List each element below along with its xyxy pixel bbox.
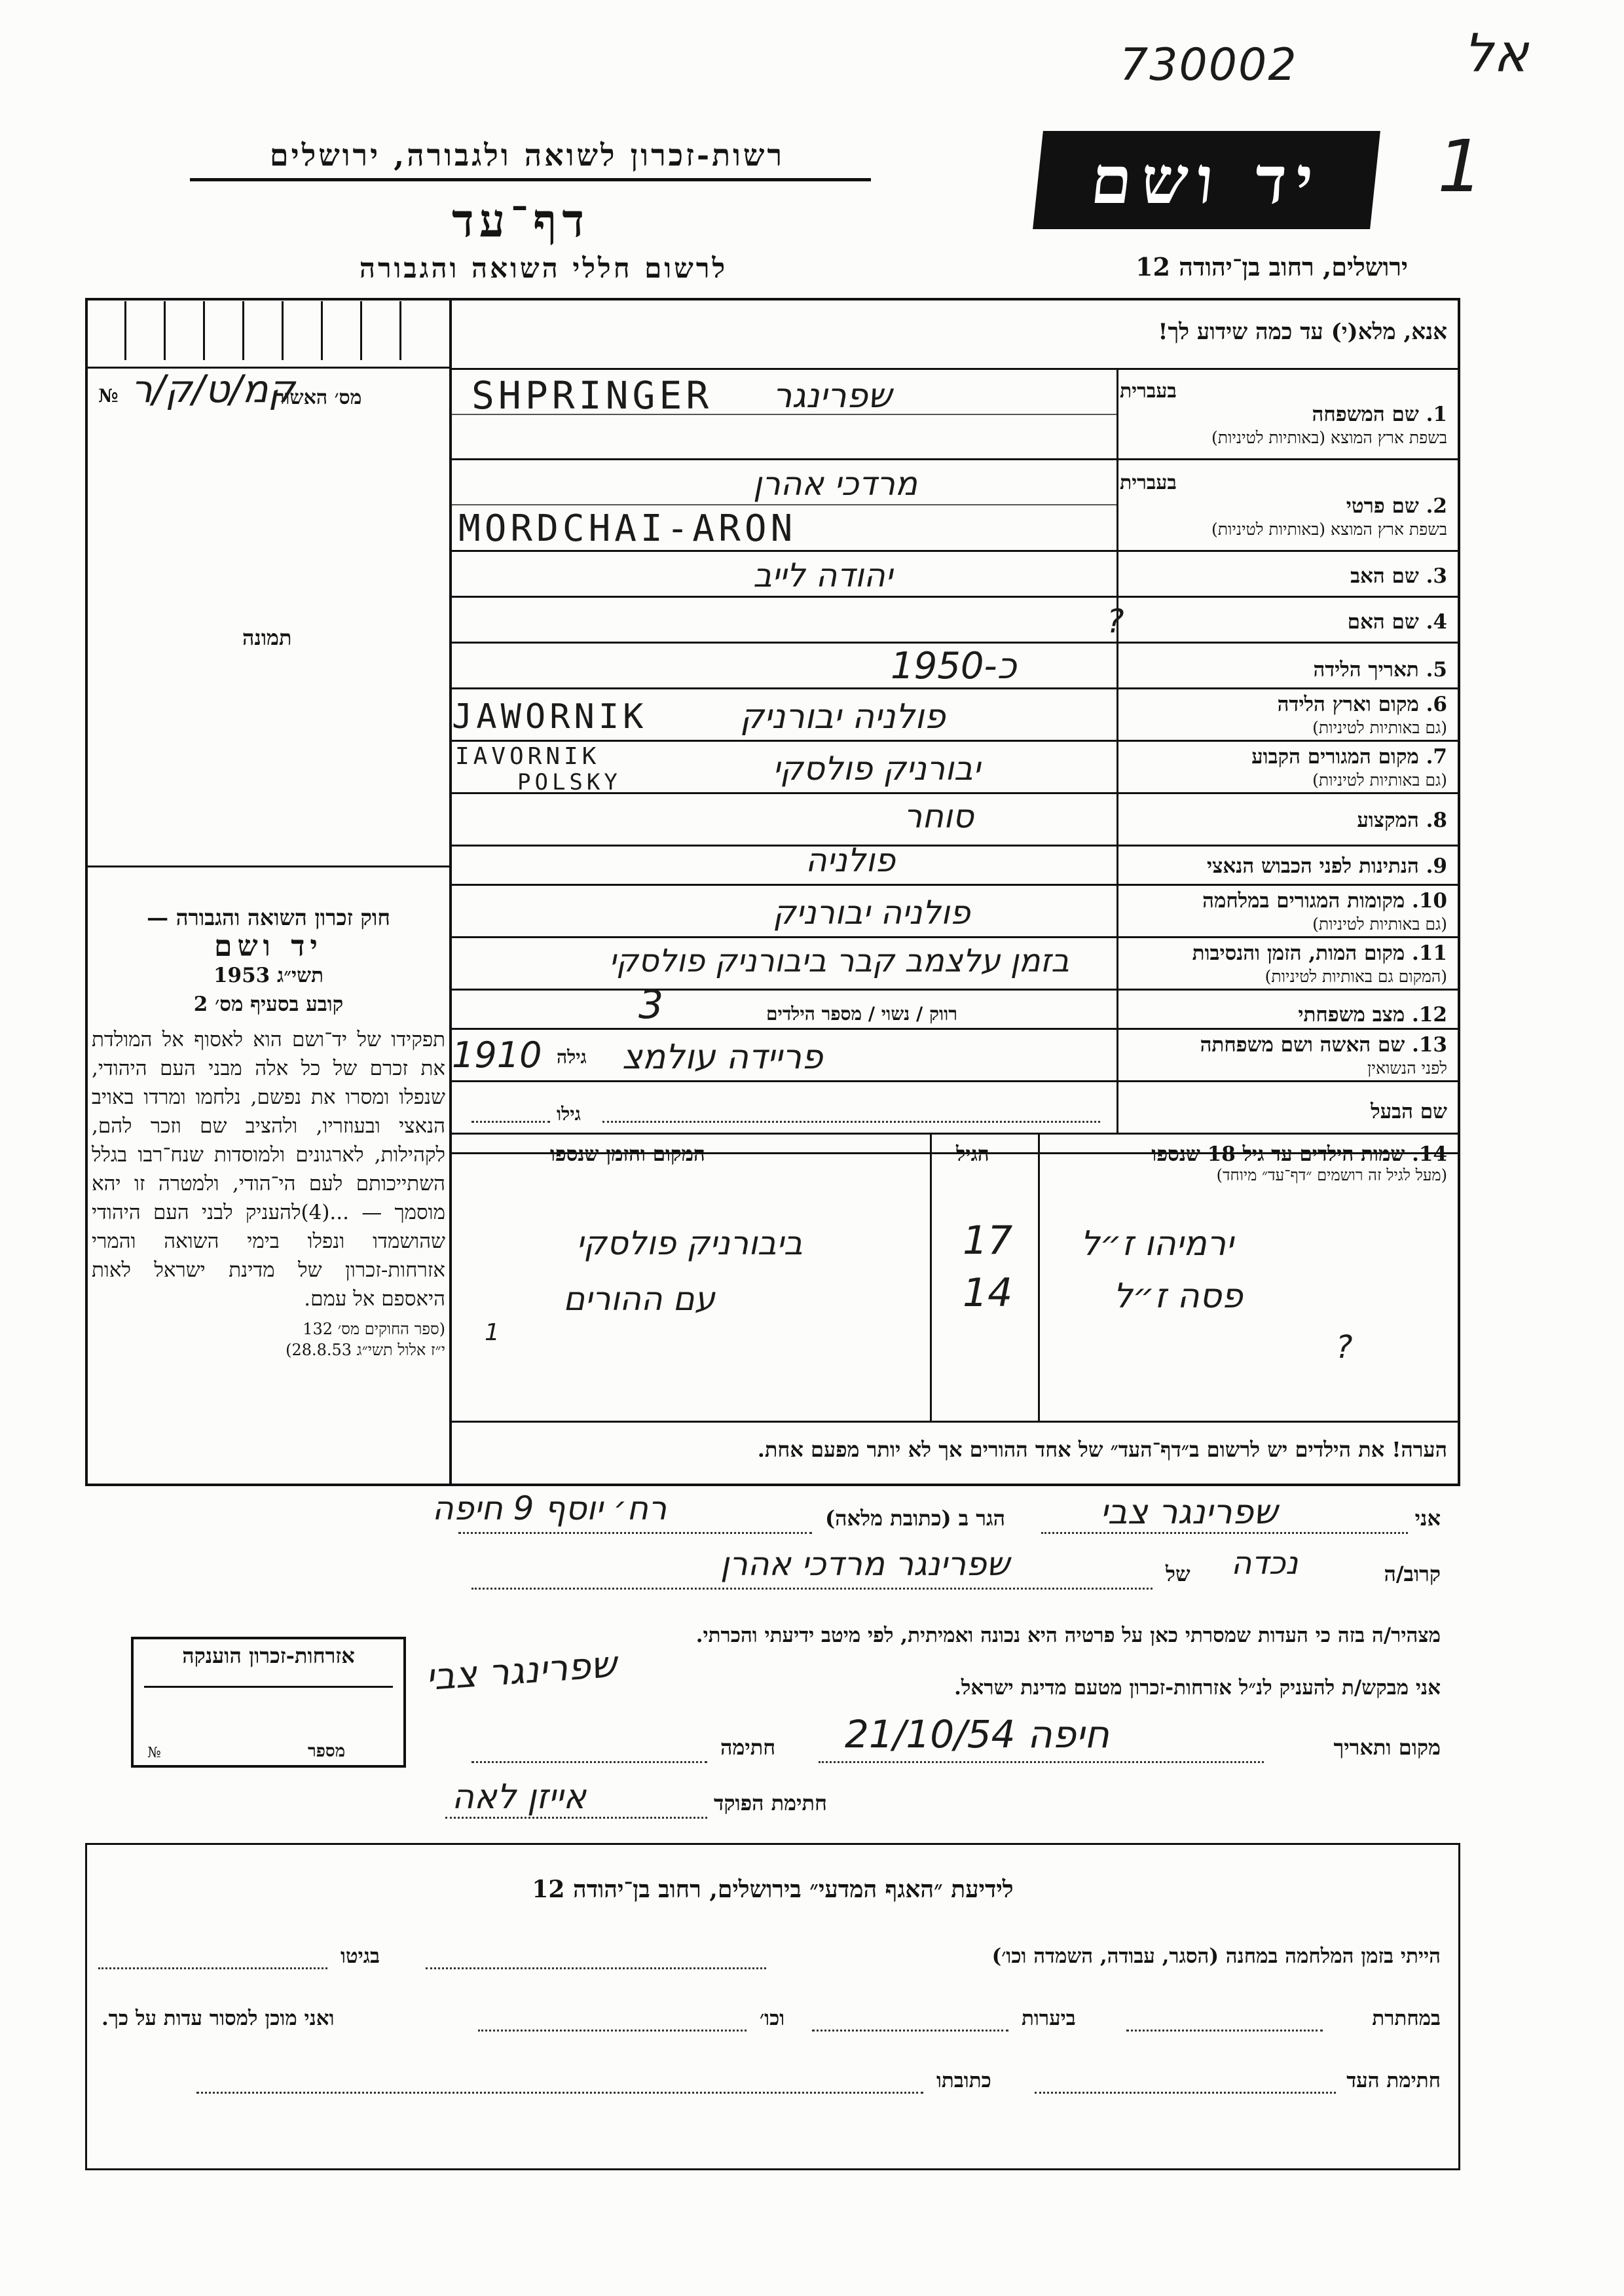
- relation-value: נכדה: [1231, 1545, 1299, 1582]
- slot-divider: [399, 301, 401, 360]
- field-label-text: 2. שם פרטי: [1346, 494, 1447, 518]
- slot-divider: [164, 301, 166, 360]
- law-source-line: י״ז אלול תשי״ג 28.8.53): [286, 1341, 445, 1359]
- slot-divider: [321, 301, 323, 360]
- row-separator: [452, 1133, 1460, 1135]
- child-place: עם ההורים: [563, 1280, 715, 1318]
- law-clause: קובע בסעיף מס׳ 2: [193, 993, 344, 1016]
- field-label-residence: [1251, 745, 1447, 792]
- field-label-birthplace: [1278, 693, 1447, 740]
- info-underground-line: [1126, 2030, 1323, 2032]
- residence-hebrew-value: יבורניק פולסקי: [773, 750, 980, 788]
- field-label-citizenship: 9. הנתינות לפני הכבוש הנאצי: [1207, 854, 1447, 878]
- field-label-sub: (גם באותיות לטיניות): [1312, 718, 1447, 737]
- field-label-sub: (גם באותיות לטיניות): [1312, 771, 1447, 790]
- place-date-line: [819, 1761, 1264, 1763]
- surname-hebrew-value: שפרינגר: [773, 376, 892, 416]
- field-label-birthdate: 5. תאריך הלידה: [1313, 658, 1447, 682]
- row-separator: [452, 845, 1460, 847]
- profession-value: סוחר: [904, 797, 974, 835]
- hebrew-tag: בעברית: [1120, 471, 1177, 494]
- field-label-profession: 8. המקצוע: [1357, 809, 1447, 832]
- field-label-husband: שם הבעל: [1371, 1100, 1447, 1123]
- husband-name-line: [602, 1121, 1100, 1123]
- law-yadvashem: יד ושם: [214, 930, 323, 963]
- law-source-line: (ספר החוקים מס׳ 132: [303, 1320, 445, 1338]
- field-label-father: 3. שם האב: [1350, 564, 1447, 588]
- marital-status-options: רווק / נשוי / מספר הילדים: [766, 1003, 958, 1025]
- info-forests-label: ביערות: [1022, 2007, 1076, 2030]
- info-camp-line: [426, 1967, 766, 1969]
- field-label-text: 6. מקום וארץ הלידה: [1277, 693, 1447, 716]
- children-names-sub: (מעל לגיל זה רושמים ״דף־עד״ מיוחד): [1216, 1166, 1447, 1184]
- row-separator: [452, 989, 1460, 991]
- officer-signature-label: חתימת הפוקד: [714, 1791, 827, 1815]
- approval-number-value: קמ/ט/ק/ר: [131, 367, 295, 411]
- row-separator: [452, 740, 1460, 742]
- info-etc-line: [478, 2030, 747, 2032]
- husband-age-line: [471, 1121, 550, 1123]
- field-label-sub: (גם באותיות לטיניות): [1312, 915, 1447, 934]
- intro-instruction: אנא, מלא(י) עד כמה שידוע לך!: [1158, 319, 1447, 345]
- birthdate-value: כ-1950: [891, 645, 1017, 687]
- info-forests-line: [812, 2030, 1008, 2032]
- info-etc-label: וכו׳: [760, 2007, 785, 2030]
- citizenship-value: פולניה: [805, 841, 896, 879]
- law-year: תשי״ג 1953: [213, 964, 324, 987]
- info-witness-signature-label: חתימת העד: [1346, 2069, 1441, 2092]
- declaration-statement: מצהיר/ה בזה כי העדות שמסרתי כאן על פרטיה היא נכונה ואמיתית, לפי מיטב ידיעתי והכרתי.: [695, 1624, 1441, 1647]
- photo-label: תמונה: [242, 625, 292, 650]
- children-count-value: 3: [638, 982, 664, 1028]
- declarant-address-line: [458, 1532, 812, 1534]
- stamp-title: אזרחות-זכרון הוענקה: [182, 1643, 355, 1668]
- row-inner-line: [452, 504, 1116, 505]
- surname-latin-value: SHPRINGER: [471, 373, 713, 418]
- row-separator: [452, 550, 1460, 552]
- relation-label: קרוב/ה: [1384, 1561, 1441, 1586]
- signature-line: [471, 1761, 707, 1763]
- child-age: 17: [963, 1218, 1013, 1264]
- law-title: חוק זכרון השואה והגבורה —: [147, 905, 390, 930]
- place-date-label: מקום ותאריך: [1333, 1735, 1441, 1760]
- field-label-sub: בשפת ארץ המוצא (באותיות לטיניות): [1211, 428, 1447, 447]
- hebrew-tag: בעברית: [1120, 380, 1177, 403]
- wife-age-label: גילה: [557, 1046, 587, 1068]
- slot-divider: [124, 301, 126, 360]
- wife-name-value: פריידה עולמצ: [622, 1038, 823, 1077]
- info-underground-label: במחתרת: [1372, 2007, 1441, 2030]
- yad-vashem-logo: יד ושם: [1033, 131, 1380, 229]
- request-statement: אני מבקש/ת להעניק לנ״ל אזרחות-זכרון מטעם מדינת ישראל.: [954, 1676, 1441, 1700]
- slot-divider: [242, 301, 244, 360]
- child-age: 14: [963, 1270, 1013, 1316]
- law-excerpt: [92, 903, 445, 1360]
- row-separator: [452, 642, 1460, 644]
- info-camp-text: הייתי בזמן המלחמה במחנה (הסגר, עבודה, השמדה וכו׳): [991, 1944, 1441, 1968]
- field-label-text: 7. מקום המגורים הקבוע: [1251, 745, 1447, 769]
- institution-address: ירושלים, רחוב בן־יהודה 12: [1135, 252, 1408, 282]
- child-place: ביבורניק פולסקי: [576, 1224, 803, 1262]
- stamp-number-label: מספר: [308, 1741, 346, 1761]
- slot-divider: [203, 301, 205, 360]
- field-label-sub: בשפת ארץ המוצא (באותיות לטיניות): [1211, 520, 1447, 539]
- field-label-wartime-residence: [1202, 889, 1447, 936]
- info-address-label: כתובתו: [936, 2069, 991, 2092]
- number-sign: №: [147, 1745, 161, 1761]
- declarant-name-line: [1041, 1532, 1408, 1534]
- law-body: תפקידו של יד־ושם הוא לאסוף אל המולדת את זכרם של כל אלה מבני העם היהודי, שנפלו ומסרו את נפשם, נלחמו ומרדו באויב הנאצי ובעוזריו, ולהציב שם וזכר להם, לקהילות, לארגונים ולמוסדות שנח־רבו בגלל השתייכותם לעם הי־הודי, ולמטרה זו יהא מוסמך — ...(4)להעניק לבני העם היהודי שהושמדו ונפלו בימי השואה והמרי אזרחות-זכרון של מדינת ישראל לאות היאספם אל עמם.: [92, 1028, 445, 1311]
- child-name: ירמיהו ז״ל: [1080, 1224, 1234, 1264]
- field-label-surname: [1211, 403, 1447, 450]
- form-title: דף־עד: [451, 193, 589, 247]
- row-separator: [452, 884, 1460, 886]
- field-label-text: 13. שם האשה ושם משפחתה: [1200, 1033, 1447, 1057]
- residence-latin-value: IAVORNIK: [455, 743, 600, 770]
- wartime-residence-value: פולניה יבורניק: [773, 894, 970, 932]
- number-sign: №: [98, 385, 119, 407]
- field-label-mother: 4. שם האם: [1347, 610, 1447, 634]
- info-testimony-text: ואני מוכן למסור עדות על כך.: [101, 2007, 335, 2030]
- field-label-given-name: [1211, 494, 1447, 541]
- husband-age-label: גילו: [557, 1103, 581, 1125]
- authority-underline: [190, 178, 871, 181]
- declarant-label: אני: [1414, 1506, 1441, 1531]
- children-names-header: [1048, 1142, 1447, 1185]
- field-label-text: 11. מקום המות, הזמן והנסיבות: [1192, 941, 1447, 965]
- field-label-text: 10. מקומות המגורים במלחמה: [1202, 889, 1447, 913]
- field-label-text: 1. שם המשפחה: [1312, 403, 1447, 426]
- note-text: הערה! את הילדים יש לרשום ב״דף־העד״ של אחד ההורים אך לא יותר מפעם אחת.: [757, 1437, 1447, 1462]
- wife-age-value: 1910: [452, 1034, 542, 1076]
- label-column-divider: [1116, 370, 1118, 1133]
- child-name: פסה ז״ל: [1113, 1277, 1243, 1316]
- resides-label: הגר ב (כתובת מלאה): [825, 1506, 1005, 1531]
- field-label-sub: (המקום גם באותיות לטיניות): [1264, 967, 1447, 986]
- slot-divider: [282, 301, 284, 360]
- reference-number: 730002: [1120, 39, 1298, 91]
- corner-annotation: אל: [1464, 23, 1528, 84]
- row-separator: [452, 596, 1460, 598]
- children-column-divider: [930, 1133, 932, 1421]
- relative-of-value: שפרינגר מרדכי אהרן: [720, 1545, 1010, 1583]
- law-source: [92, 1319, 445, 1360]
- info-title: לידיעת ״האגף המדעי״ בירושלים, רחוב בן־יהודה 12: [532, 1876, 1014, 1903]
- children-names-title: 14. שמות הילדים עד גיל 18 שנספו: [1151, 1142, 1447, 1166]
- info-address-line: [196, 2092, 923, 2094]
- row-separator: [452, 1080, 1460, 1082]
- child-name: ?: [1336, 1329, 1353, 1366]
- officer-signature-value: אייזן לאה: [452, 1777, 587, 1817]
- page-number-annotation: 1: [1437, 124, 1483, 208]
- father-name-value: יהודה לייב: [753, 556, 893, 594]
- signature-label: חתימה: [720, 1735, 776, 1760]
- of-label: של: [1166, 1561, 1190, 1586]
- declarant-address-value: רח׳ יוסף 9 חיפה: [432, 1489, 667, 1527]
- info-ghetto-line: [98, 1967, 327, 1969]
- birthplace-hebrew-value: פולניה יבורניק: [740, 697, 946, 737]
- death-place-value: בזמן עלצמב קבר ביבורניק פולסקי: [609, 943, 1069, 979]
- officer-signature-line: [445, 1817, 707, 1819]
- residence-latin-value: POLSKY: [517, 769, 621, 795]
- row-separator: [452, 1028, 1460, 1030]
- photo-area: [85, 370, 452, 867]
- signature-value: שפרינגר צבי: [424, 1643, 618, 1700]
- declarant-name-value: שפרינגר צבי: [1100, 1493, 1278, 1532]
- children-place-header: המקום והזמן שנספו: [550, 1142, 705, 1166]
- row-separator: [452, 458, 1460, 460]
- given-name-hebrew-value: מרדכי אהרן: [753, 465, 917, 503]
- form-subtitle: לרשום חללי השואה והגבורה: [359, 252, 728, 284]
- children-column-divider: [1038, 1133, 1040, 1421]
- row-separator: [452, 936, 1460, 938]
- approval-number-label: מס׳ האשור: [275, 386, 362, 409]
- field-label-death-place: [1192, 941, 1447, 989]
- children-age-header: הגיל: [956, 1142, 989, 1166]
- given-name-latin-value: MORDCHAI-ARON: [458, 507, 797, 550]
- slot-divider: [360, 301, 362, 360]
- mother-name-value: ?: [1107, 602, 1124, 640]
- authority-name: רשות-זכרון לשואה ולגבורה, ירושלים: [269, 137, 785, 173]
- place-date-value: חיפה 21/10/54: [845, 1712, 1109, 1757]
- stamp-divider: [144, 1686, 393, 1688]
- child-place: 1: [485, 1319, 500, 1346]
- row-separator: [452, 687, 1460, 689]
- birthplace-latin-value: JAWORNIK: [452, 697, 648, 737]
- info-witness-signature-line: [1035, 2092, 1336, 2094]
- relative-of-line: [471, 1588, 1153, 1590]
- info-ghetto-label: בגיטו: [341, 1944, 380, 1968]
- field-label-wife: [1200, 1033, 1447, 1080]
- field-label-sub: לפני הנשואין: [1367, 1059, 1447, 1078]
- field-label-marital-status: 12. מצב משפחתי: [1298, 1003, 1447, 1027]
